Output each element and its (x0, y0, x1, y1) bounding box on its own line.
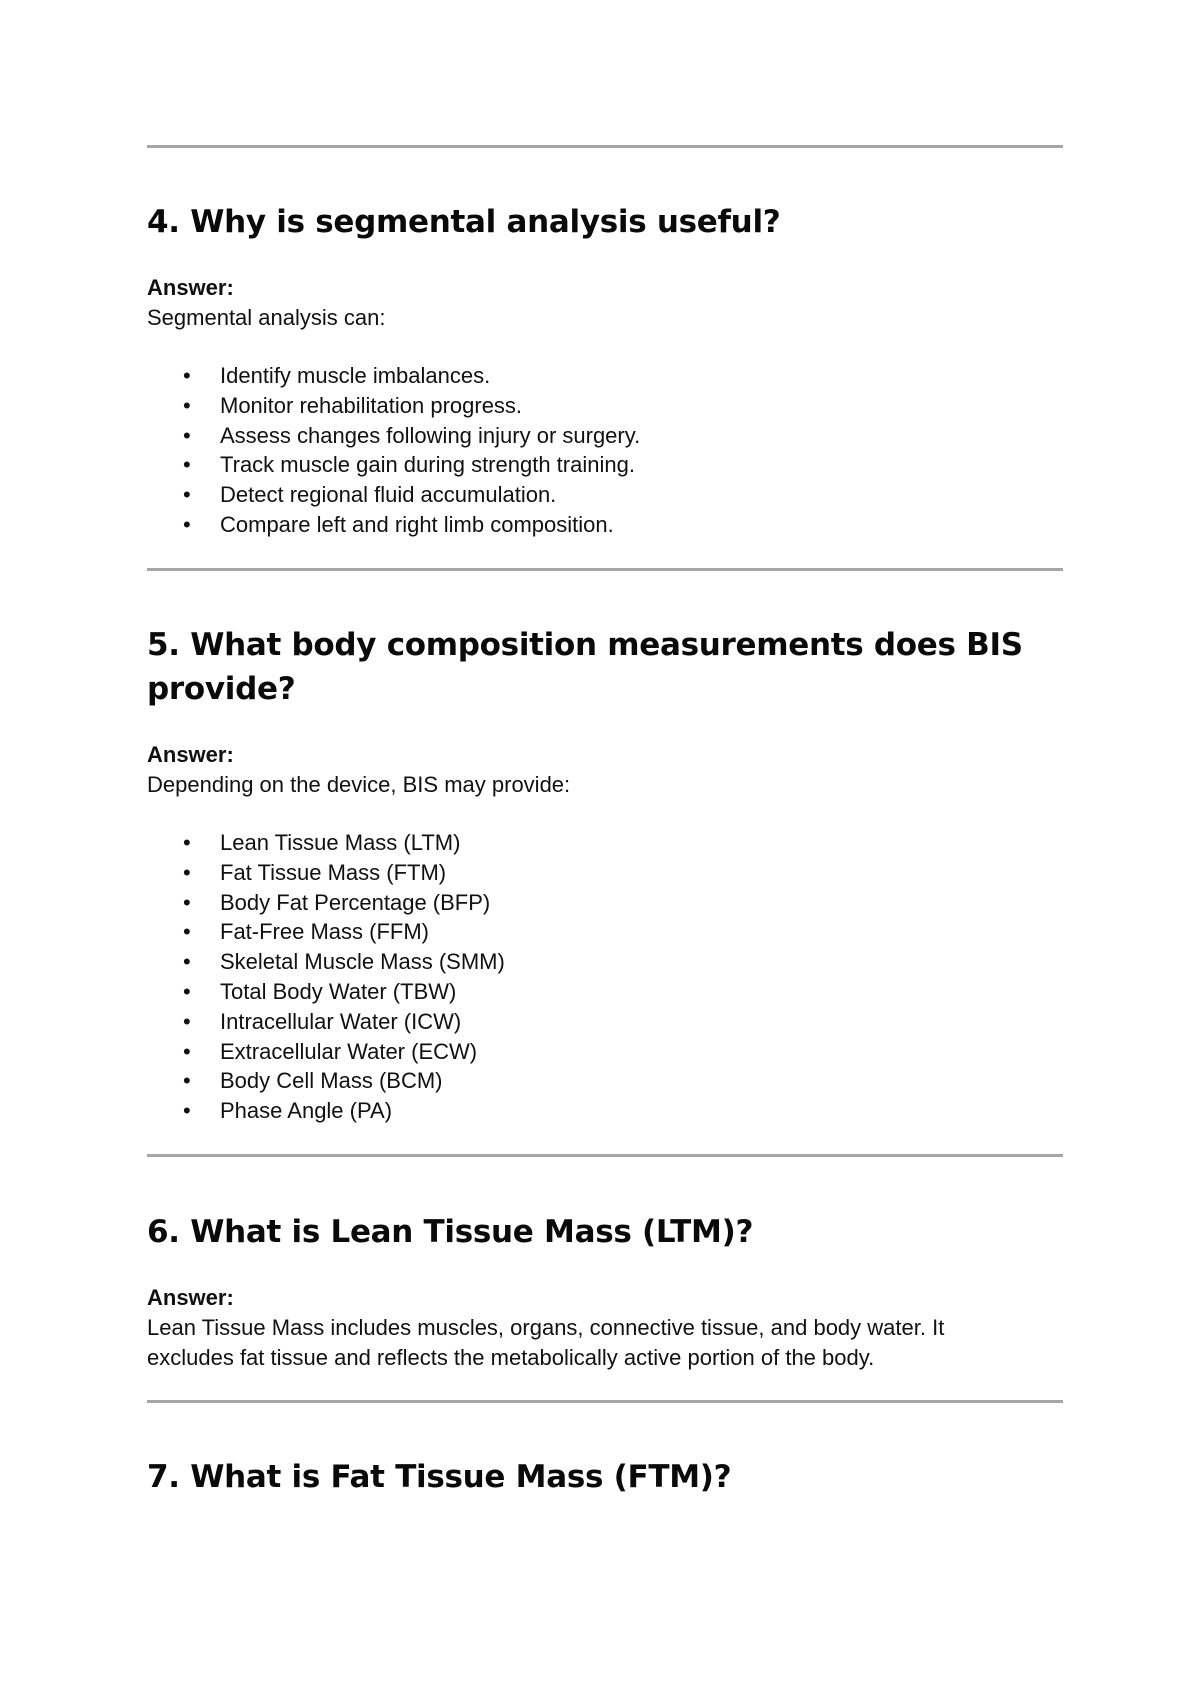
section-divider (147, 145, 1063, 148)
bullet-icon: • (183, 1068, 191, 1094)
section-divider (147, 1400, 1063, 1403)
section-divider (147, 568, 1063, 571)
bullet-icon: • (183, 889, 191, 915)
bullet-icon: • (183, 1038, 191, 1064)
list-item: • Extracellular Water (ECW) (147, 1037, 1063, 1067)
section-heading: 6. What is Lean Tissue Mass (LTM)? (147, 1214, 754, 1250)
list-item: • Identify muscle imbalances. (147, 361, 1063, 391)
bullet-icon: • (183, 422, 191, 448)
list-item: • Lean Tissue Mass (LTM) (147, 828, 1063, 858)
bullet-icon: • (183, 919, 191, 945)
bullet-icon: • (183, 949, 191, 975)
list-item: • Skeletal Muscle Mass (SMM) (147, 947, 1063, 977)
list-item: • Assess changes following injury or surgery. (147, 421, 1063, 451)
list-item: • Fat Tissue Mass (FTM) (147, 858, 1063, 888)
answer-label: Answer: (147, 1285, 234, 1310)
bullet-icon: • (183, 482, 191, 508)
faq-section-6 (147, 1210, 1063, 1373)
faq-section-4 (147, 200, 1063, 540)
list-item: • Body Cell Mass (BCM) (147, 1066, 1063, 1096)
bullet-icon: • (183, 511, 191, 537)
section-heading: 4. Why is segmental analysis useful? (147, 204, 781, 240)
list-item: • Fat-Free Mass (FFM) (147, 917, 1063, 947)
section-divider (147, 1154, 1063, 1157)
list-item: • Body Fat Percentage (BFP) (147, 888, 1063, 918)
bullet-icon: • (183, 1008, 191, 1034)
list-item: • Intracellular Water (ICW) (147, 1007, 1063, 1037)
faq-section-7 (147, 1455, 1063, 1499)
list-item: • Track muscle gain during strength training. (147, 450, 1063, 480)
list-item: • Phase Angle (PA) (147, 1096, 1063, 1126)
bullet-icon: • (183, 1098, 191, 1124)
section-heading: 7. What is Fat Tissue Mass (FTM)? (147, 1459, 732, 1495)
bullet-icon: • (183, 859, 191, 885)
bullet-icon: • (183, 392, 191, 418)
bullet-list (147, 361, 1063, 540)
bullet-icon: • (183, 830, 191, 855)
bullet-icon: • (183, 452, 191, 478)
answer-intro: Depending on the device, BIS may provide: (147, 772, 571, 797)
bullet-icon: • (183, 978, 191, 1004)
answer-label: Answer: (147, 275, 234, 300)
faq-section-5 (147, 623, 1063, 1126)
answer-label: Answer: (147, 742, 234, 767)
bullet-icon: • (183, 363, 191, 388)
answer-intro: Segmental analysis can: (147, 305, 386, 330)
list-item: • Compare left and right limb composition. (147, 510, 1063, 540)
list-item: • Total Body Water (TBW) (147, 977, 1063, 1007)
section-heading: 5. What body composition measurements does BIS provide? (147, 627, 1023, 707)
list-item: • Detect regional fluid accumulation. (147, 480, 1063, 510)
answer-text: Lean Tissue Mass includes muscles, organs, connective tissue, and body water. It excludes fat tissue and reflects the metabolically active portion of the body. (147, 1315, 945, 1370)
list-item: • Monitor rehabilitation progress. (147, 391, 1063, 421)
bullet-list (147, 828, 1063, 1126)
